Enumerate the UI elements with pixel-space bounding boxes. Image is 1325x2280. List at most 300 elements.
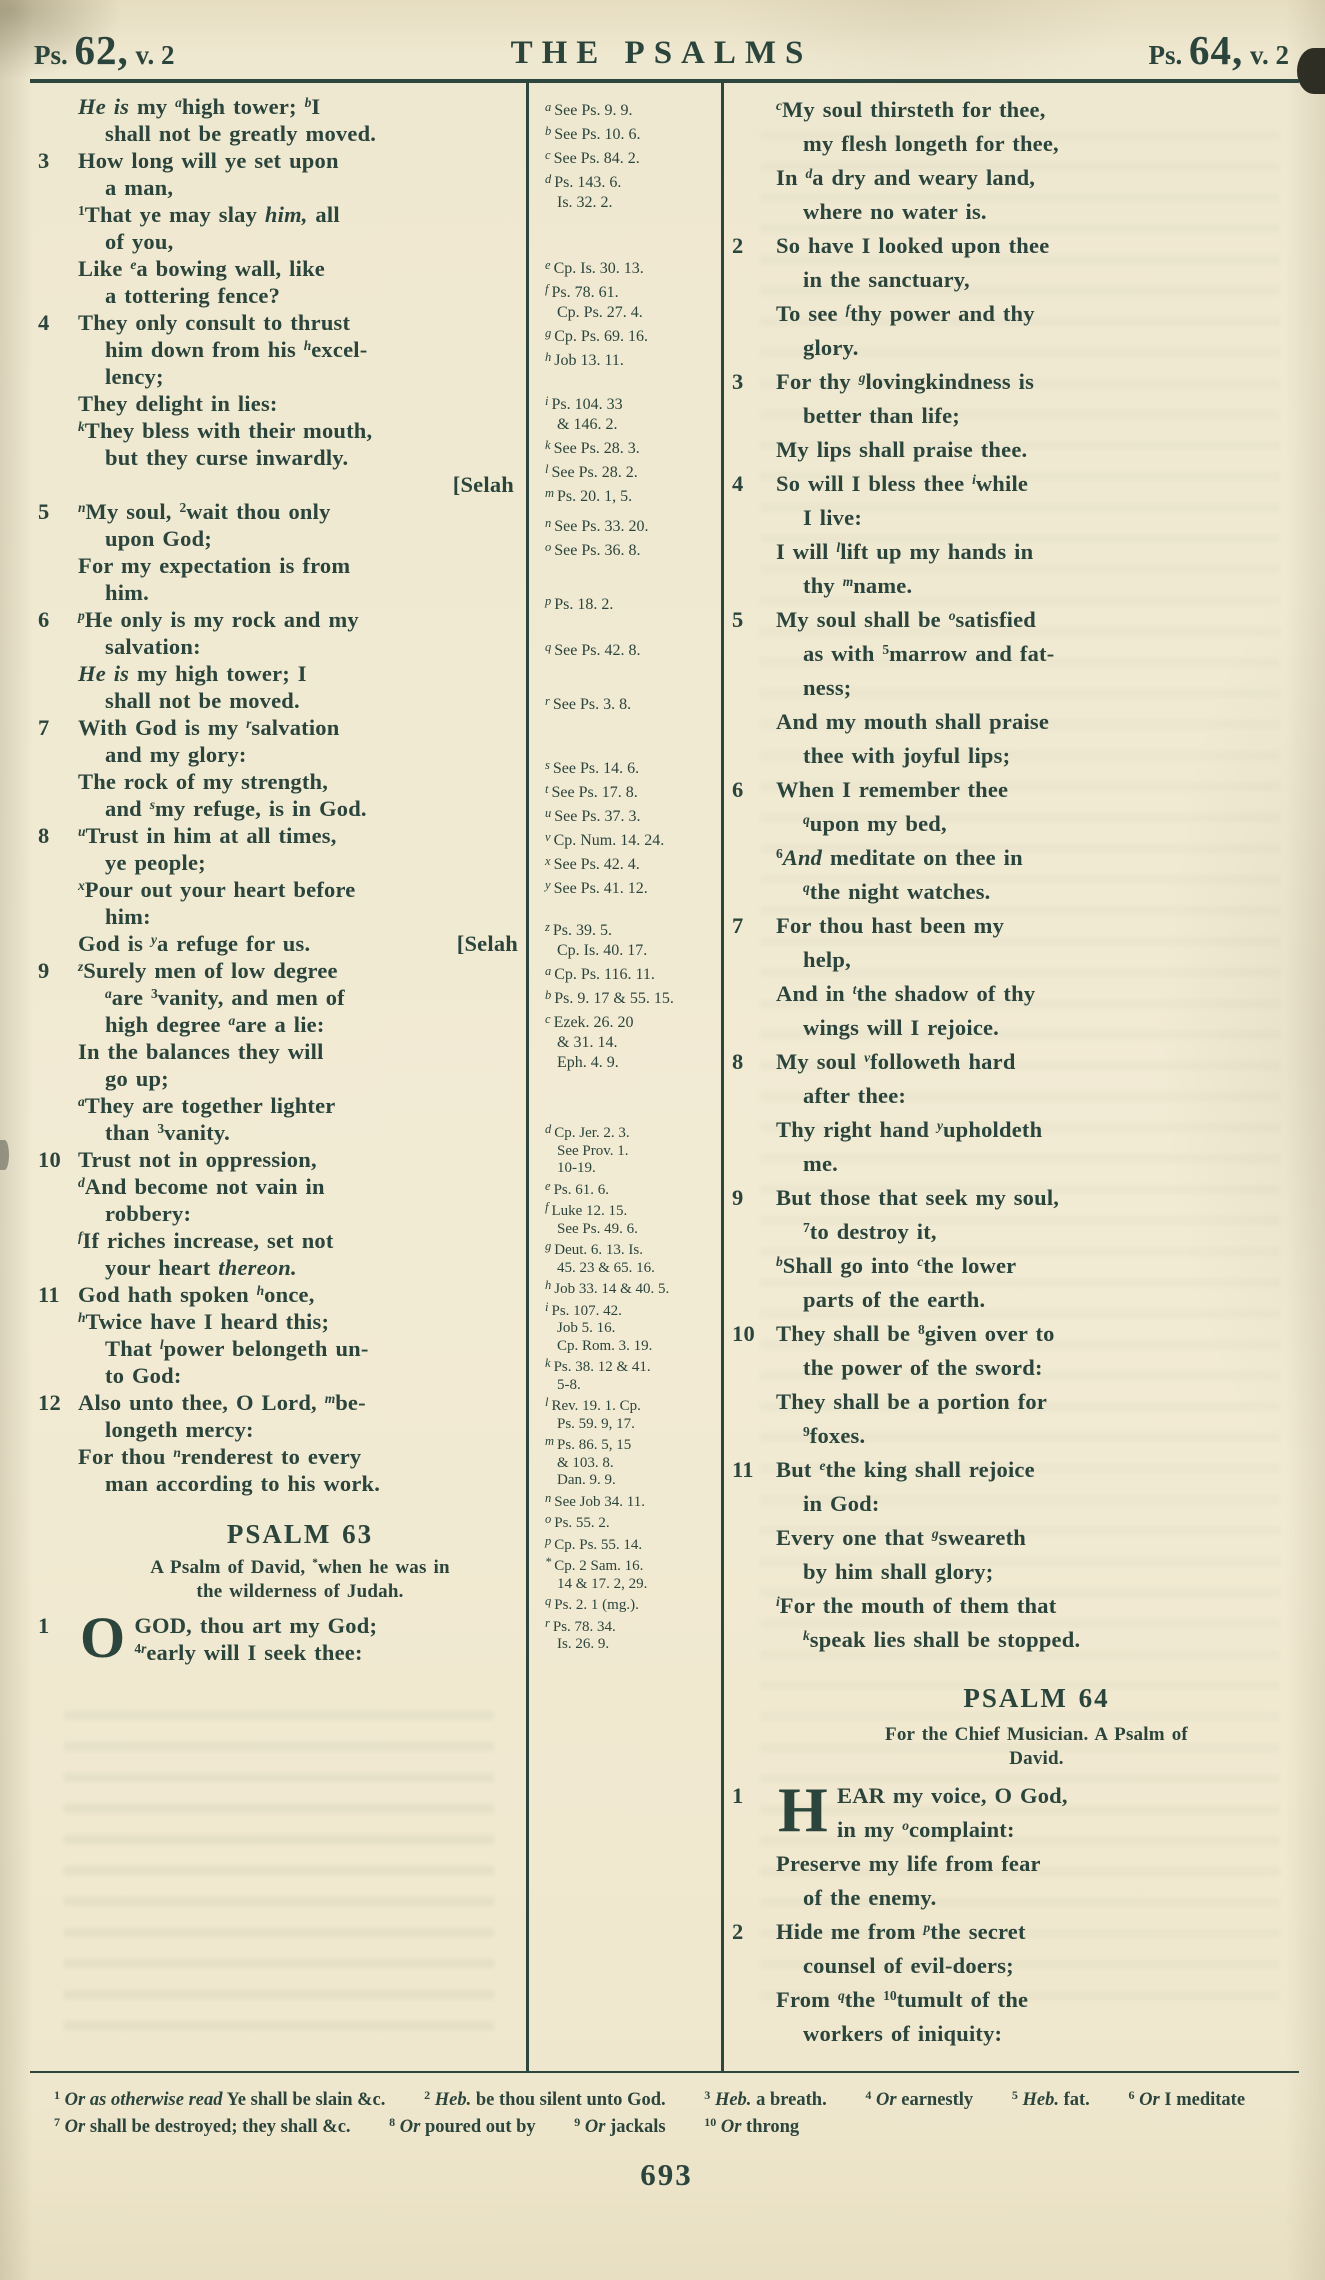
ref-marker: y (545, 878, 551, 892)
verse-text: where no water is. (803, 199, 987, 224)
ref-line (545, 513, 717, 537)
verse-line (776, 297, 1297, 331)
verse-text: God hath spoken $^h$once, (78, 1282, 315, 1307)
footnote-text: Or poured out by (399, 2117, 536, 2137)
verse-line (78, 660, 522, 687)
psalm-title: PSALM 64 (963, 1683, 1110, 1713)
verse-line (776, 161, 1297, 195)
verse-line (776, 1147, 1297, 1181)
verse-line (38, 498, 522, 525)
footnote-marker: 1 (54, 2088, 60, 2102)
verse-line (732, 1317, 1297, 1351)
verse-text: The rock of my strength, (78, 769, 329, 794)
ref-text: 14 & 17. 2, 29. (557, 1575, 648, 1592)
footnote-text: Or I meditate (1139, 2090, 1246, 2110)
ref-text: See Ps. 14. 6. (552, 760, 640, 777)
ref-marker: n (545, 516, 552, 530)
ref-line (545, 985, 717, 1009)
verse-text: $^q$the night watches. (803, 879, 991, 904)
ref-line (545, 459, 717, 483)
footnote-marker: 4 (865, 2088, 872, 2102)
verse-text: For thy $^g$lovingkindness is (776, 369, 1035, 394)
ref-text: Ps. 86. 5, 15 (557, 1437, 632, 1453)
verse-line (78, 1038, 522, 1065)
verse-text: but they curse inwardly. (105, 445, 349, 470)
footnote-item (54, 2090, 385, 2110)
verse-text: Like $^e$a bowing wall, like (78, 256, 325, 281)
ref-marker: s (545, 758, 550, 772)
verse-line (732, 603, 1297, 637)
ref-marker: r (545, 1615, 550, 1630)
ref-text: Ps. 39. 5. (552, 922, 612, 939)
ref-line (545, 97, 717, 121)
verse-line (732, 909, 1297, 943)
verse-text: For thou hast been my (776, 913, 1005, 938)
verse-number: 10 (38, 1147, 61, 1172)
verse-line (78, 930, 522, 957)
verse-line (776, 1215, 1297, 1249)
footnote-marker: 6 (1128, 2088, 1135, 2102)
header-right-psalm-number: 64, (1188, 27, 1244, 73)
ref-line (545, 279, 717, 303)
verse-text: For my expectation is from (78, 553, 351, 578)
footnote-marker: 10 (704, 2115, 717, 2129)
verse-text: With God is my $^r$salvation (78, 715, 340, 740)
verse-number: 4 (732, 471, 744, 496)
verse-line (776, 1589, 1297, 1623)
ink-smudge (1297, 48, 1325, 94)
footnote-item (54, 2117, 351, 2137)
ref-marker: c (545, 1012, 551, 1026)
verse-line (78, 444, 522, 471)
verse-line (776, 1881, 1297, 1915)
verse-text: Preserve my life from fear (776, 1851, 1041, 1876)
verse-line (78, 525, 522, 552)
verse-text: I live: (803, 505, 863, 530)
ref-line (545, 145, 717, 169)
footnote-marker: 7 (54, 2115, 60, 2129)
ref-line (545, 193, 717, 213)
ref-marker: g (545, 326, 552, 340)
ref-line (545, 1160, 717, 1178)
ref-text: Ps. 55. 2. (554, 1515, 610, 1531)
ref-line (545, 1299, 717, 1321)
ref-text: Cp. Num. 14. 24. (553, 832, 665, 849)
verse-line (38, 309, 522, 336)
verse-line (78, 1308, 522, 1335)
ref-text: Job 33. 14 & 40. 5. (554, 1281, 670, 1297)
ref-marker: a (545, 100, 552, 114)
verse-text: go up; (105, 1066, 169, 1091)
ref-text: See Ps. 3. 8. (552, 696, 632, 713)
verse-text: Thy right hand $^y$upholdeth (776, 1117, 1043, 1142)
page-number: 693 (640, 2157, 693, 2192)
right-column (724, 83, 1299, 2071)
ref-line (545, 803, 717, 827)
verse-dropcap-block (38, 1605, 522, 1670)
verse-text: $^p$He only is my rock and my (78, 607, 359, 632)
verse-text: My soul $^v$followeth hard (776, 1049, 1016, 1074)
ref-line (545, 637, 717, 661)
ref-marker: b (545, 988, 552, 1002)
verse-line (732, 1045, 1297, 1079)
verse-text: than $^3$vanity. (105, 1120, 230, 1145)
verse-text: and my glory: (105, 742, 247, 767)
verse-line (776, 127, 1297, 161)
ref-text: Ps. 107. 42. (551, 1302, 622, 1319)
ref-group (545, 917, 717, 1073)
verse-line (78, 93, 522, 120)
verse-text: $^a$are $^3$vanity, and men of (105, 985, 345, 1010)
verse-text: They delight in lies: (78, 391, 278, 416)
verse-text: to God: (105, 1363, 182, 1388)
verse-text: $^f$If riches increase, set not (78, 1228, 334, 1253)
footnote-marker: 3 (704, 2088, 711, 2102)
verse-text: I will $^l$lift up my hands in (776, 539, 1034, 564)
verse-text: $^c$My soul thirsteth for thee, (776, 97, 1046, 122)
verse-line (78, 336, 522, 363)
verse-text: $^6$And meditate on thee in (776, 845, 1023, 870)
ref-line (545, 1416, 717, 1434)
verse-line (78, 120, 522, 147)
ref-line (545, 1221, 717, 1239)
ref-line (545, 961, 717, 985)
ref-marker: i (545, 1299, 549, 1314)
ref-line (545, 851, 717, 875)
ref-line (545, 1490, 717, 1512)
verse-text: He is my high tower; I (78, 661, 307, 686)
verse-number: 2 (732, 233, 744, 258)
verse-text: robbery: (105, 1201, 192, 1226)
ref-line (545, 1260, 717, 1278)
verse-line (732, 229, 1297, 263)
verse-text: So have I looked upon thee (776, 233, 1050, 258)
ref-marker: f (545, 1200, 549, 1214)
ref-text: See Ps. 10. 6. (554, 126, 641, 143)
footnote-text: Or throng (720, 2117, 800, 2137)
ref-text: Job 13. 11. (554, 352, 624, 369)
psalm-title: PSALM 63 (226, 1519, 374, 1549)
ref-marker: d (545, 1122, 552, 1136)
ref-text: Deut. 6. 13. Is. (554, 1242, 643, 1258)
footnote-item (704, 2090, 826, 2110)
ref-text: See Ps. 42. 8. (554, 642, 641, 659)
verse-text: in God: (803, 1491, 880, 1516)
header-right-ps: Ps. (1148, 40, 1183, 70)
ref-marker: e (545, 1178, 551, 1193)
ref-line (545, 1199, 717, 1221)
ref-line (545, 1377, 717, 1395)
ref-line (545, 691, 717, 715)
verse-text: him: (105, 904, 151, 929)
ref-text: Ps. 104. 33 (551, 396, 623, 413)
page-footer (30, 2071, 1299, 2193)
verse-line (78, 1227, 522, 1254)
ref-text: Ps. 2. 1 (mg.). (554, 1597, 639, 1613)
ref-text: 5-8. (557, 1376, 581, 1393)
ref-text: & 146. 2. (557, 416, 618, 433)
verse-text: In $^d$a dry and weary land, (776, 165, 1036, 190)
ref-text: Cp. Ps. 55. 14. (554, 1536, 643, 1553)
verse-line (776, 1983, 1297, 2017)
ref-marker: d (545, 172, 552, 186)
verse-text: $^1$That ye may slay him, all (78, 202, 340, 227)
verse-text: My lips shall praise thee. (776, 437, 1028, 462)
verse-line (776, 195, 1297, 229)
verse-line (78, 1011, 522, 1038)
ref-line (545, 483, 717, 507)
ref-line (545, 1576, 717, 1594)
verse-line (776, 569, 1297, 603)
verse-text: the power of the sword: (803, 1355, 1043, 1380)
verse-text: your heart thereon. (105, 1255, 297, 1280)
verse-number: 3 (38, 148, 50, 173)
verse-text: $^a$They are together lighter (78, 1093, 336, 1118)
header-left-reference (34, 26, 175, 74)
verse-line (78, 1362, 522, 1389)
page-title: THE PSALMS (510, 35, 813, 71)
verse-text: upon God; (105, 526, 212, 551)
verse-text: parts of the earth. (803, 1287, 986, 1312)
verse-line (78, 984, 522, 1011)
verse-number: 7 (732, 913, 744, 938)
verse-text: thee with joyful lips; (803, 743, 1011, 768)
verse-text: salvation: (105, 634, 201, 659)
footnote-text: Or shall be destroyed; they shall &c. (64, 2117, 351, 2137)
verse-line (776, 1249, 1297, 1283)
verse-number: 8 (732, 1049, 744, 1074)
verse-text: $^q$upon my bed, (803, 811, 947, 836)
footnote-text: Heb. a breath. (714, 2090, 827, 2110)
ref-text: Ps. 38. 12 & 41. (553, 1359, 651, 1375)
verse-text: man according to his work. (105, 1471, 381, 1496)
ref-text: Dan. 9. 9. (557, 1472, 616, 1488)
verse-number: 9 (732, 1185, 744, 1210)
ref-text: 10-19. (557, 1160, 596, 1176)
verse-line (776, 977, 1297, 1011)
verse-line (776, 637, 1297, 671)
ref-marker: o (545, 540, 552, 554)
verse-text: longeth mercy: (105, 1417, 254, 1442)
verse-text: $^h$Twice have I heard this; (78, 1309, 330, 1334)
ref-marker: * (545, 1555, 552, 1569)
ref-line (545, 1009, 717, 1033)
verse-line (776, 1487, 1297, 1521)
footnote-text: Or jackals (584, 2117, 666, 2137)
ref-text: See Job 34. 11. (554, 1493, 645, 1510)
verse-line (38, 147, 522, 174)
ref-line (545, 1593, 717, 1615)
ref-marker: e (545, 258, 551, 272)
verse-line (732, 1181, 1297, 1215)
verse-line (732, 467, 1297, 501)
ref-text: Cp. Jer. 2. 3. (554, 1125, 630, 1141)
verse-number: 6 (38, 607, 50, 632)
verse-text: Trust not in oppression, (78, 1147, 317, 1172)
verse-line (732, 1453, 1297, 1487)
verse-number: 5 (732, 607, 744, 632)
verse-line (78, 768, 522, 795)
footnote-marker: 8 (389, 2115, 396, 2129)
verse-text: workers of iniquity: (803, 2021, 1003, 2046)
verse-text: And my mouth shall praise (776, 709, 1050, 734)
ref-group (545, 255, 717, 371)
verse-number: 3 (732, 369, 744, 394)
left-column (30, 83, 526, 2071)
verse-line (78, 741, 522, 768)
verse-number: 6 (732, 777, 744, 802)
verse-number: 1 (732, 1783, 744, 1808)
ref-column (526, 83, 724, 2071)
ref-line (545, 755, 717, 779)
footnote-item (1012, 2090, 1090, 2110)
verse-text: ye people; (105, 850, 206, 875)
ref-text: Eph. 4. 9. (557, 1054, 619, 1071)
verse-text: They shall be a portion for (776, 1389, 1048, 1414)
verse-line (78, 228, 522, 255)
verse-line (78, 201, 522, 228)
text-columns (30, 83, 1299, 2071)
ref-marker: f (545, 282, 549, 296)
verse-line (78, 876, 522, 903)
ref-text: Ps. 18. 2. (554, 596, 614, 613)
verse-text: $^k$speak lies shall be stopped. (803, 1627, 1081, 1652)
ref-line (545, 1121, 717, 1143)
ref-text: See Ps. 36. 8. (554, 542, 641, 559)
header-left-verse: v. 2 (135, 40, 175, 70)
verse-line (78, 1065, 522, 1092)
ref-marker: h (545, 350, 552, 364)
ref-marker: b (545, 124, 552, 138)
ref-text: See Prov. 1. (557, 1142, 629, 1159)
verse-text: That $^l$power belongeth un- (105, 1336, 369, 1361)
ref-marker: m (545, 1434, 555, 1448)
ref-text: 45. 23 & 65. 16. (557, 1259, 655, 1276)
verse-number: 11 (732, 1457, 754, 1482)
ref-text: See Ps. 33. 20. (554, 518, 649, 535)
verse-text: [Selah (452, 472, 514, 497)
verse-text: God is $^y$a refuge for us. (78, 931, 311, 956)
verse-text: of you, (105, 229, 174, 254)
ref-marker: u (545, 806, 552, 820)
verse-line (776, 2017, 1297, 2051)
verse-line (776, 739, 1297, 773)
verse-line (776, 1555, 1297, 1589)
ref-text: Ps. 9. 17 & 55. 15. (554, 990, 674, 1007)
footnote-text: Or earnestly (876, 2090, 974, 2110)
verse-line (78, 687, 522, 714)
ref-text: Ps. 143. 6. (554, 174, 622, 191)
ref-line (545, 415, 717, 435)
verse-line (776, 841, 1297, 875)
verse-text: $^x$Pour out your heart before (78, 877, 356, 902)
verse-text: lency; (105, 364, 164, 389)
ref-group (545, 1121, 717, 1654)
ref-text: Cp. 2 Sam. 16. (554, 1558, 644, 1574)
drop-cap: H (778, 1774, 828, 1845)
ref-marker: q (545, 640, 552, 654)
ref-text: See Ps. 28. 2. (551, 464, 638, 481)
verse-line: EAR my voice, O God, (836, 1783, 1068, 1808)
verse-number: 2 (732, 1919, 744, 1944)
ref-text: Cp. Rom. 3. 19. (557, 1337, 653, 1354)
ref-line (545, 323, 717, 347)
psalm-subtitle: A Psalm of David, *when he was in the wilderness of Judah. (150, 1557, 450, 1602)
verse-line (776, 93, 1297, 127)
ref-line (545, 875, 717, 899)
verse-line (776, 501, 1297, 535)
ref-text: Luke 12. 15. (551, 1203, 628, 1219)
verse-text: him. (105, 580, 149, 605)
verse-line (776, 705, 1297, 739)
verse-text: a man, (105, 175, 174, 200)
verse-line (78, 1200, 522, 1227)
verse-number: 4 (38, 310, 50, 335)
ref-text: Cp. Is. 30. 13. (553, 260, 644, 277)
ref-group (545, 513, 717, 561)
verse-line (776, 399, 1297, 433)
verse-text: $^7$to destroy it, (803, 1219, 937, 1244)
ref-line (545, 1320, 717, 1338)
ref-line (545, 1338, 717, 1356)
verse-line (78, 795, 522, 822)
verse-line (776, 1623, 1297, 1657)
ref-line (545, 1636, 717, 1654)
header-right-verse: v. 2 (1249, 40, 1289, 70)
ref-marker: r (545, 694, 550, 708)
ref-text: Cp. Ps. 69. 16. (554, 328, 649, 345)
footnote-item (704, 2117, 799, 2137)
verse-text: counsel of evil-doers; (803, 1953, 1014, 1978)
verse-number: 1 (38, 1613, 50, 1638)
verse-line (38, 1146, 522, 1173)
footnote-marker: 2 (424, 2088, 431, 2102)
verse-text: To see $^f$thy power and thy (776, 301, 1035, 326)
verse-line (78, 417, 522, 444)
ref-group (545, 637, 717, 661)
ref-group (545, 391, 717, 507)
ref-text: See Ps. 28. 3. (553, 440, 640, 457)
ref-line (545, 1143, 717, 1161)
verse-line (776, 1419, 1297, 1453)
verse-text: a tottering fence? (105, 283, 281, 308)
ref-line (545, 1472, 717, 1490)
ref-line (545, 1178, 717, 1200)
ref-line (545, 1238, 717, 1260)
ref-marker: l (545, 1395, 549, 1409)
ref-marker: t (545, 782, 549, 796)
ref-line (545, 1455, 717, 1473)
verse-text: They shall be $^8$given over to (776, 1321, 1055, 1346)
verse-text: Hide me from $^p$the secret (776, 1919, 1026, 1944)
verse-text: shall not be moved. (105, 688, 300, 713)
ref-line (545, 1355, 717, 1377)
verse-line (776, 433, 1297, 467)
verse-number: 5 (38, 499, 50, 524)
ref-marker: a (545, 964, 552, 978)
verse-text: $^i$For the mouth of them that (776, 1593, 1057, 1618)
ref-text: & 31. 14. (557, 1034, 618, 1051)
verse-text: and $^s$my refuge, is in God. (105, 796, 367, 821)
verse-line (776, 807, 1297, 841)
ref-text: See Ps. 17. 8. (551, 784, 638, 801)
verse-number: 11 (38, 1282, 60, 1307)
verse-text: me. (803, 1151, 838, 1176)
verse-line: in my $^o$complaint: (836, 1817, 1015, 1842)
ref-line (545, 1277, 717, 1299)
ref-line (545, 347, 717, 371)
drop-cap: O (80, 1605, 126, 1670)
